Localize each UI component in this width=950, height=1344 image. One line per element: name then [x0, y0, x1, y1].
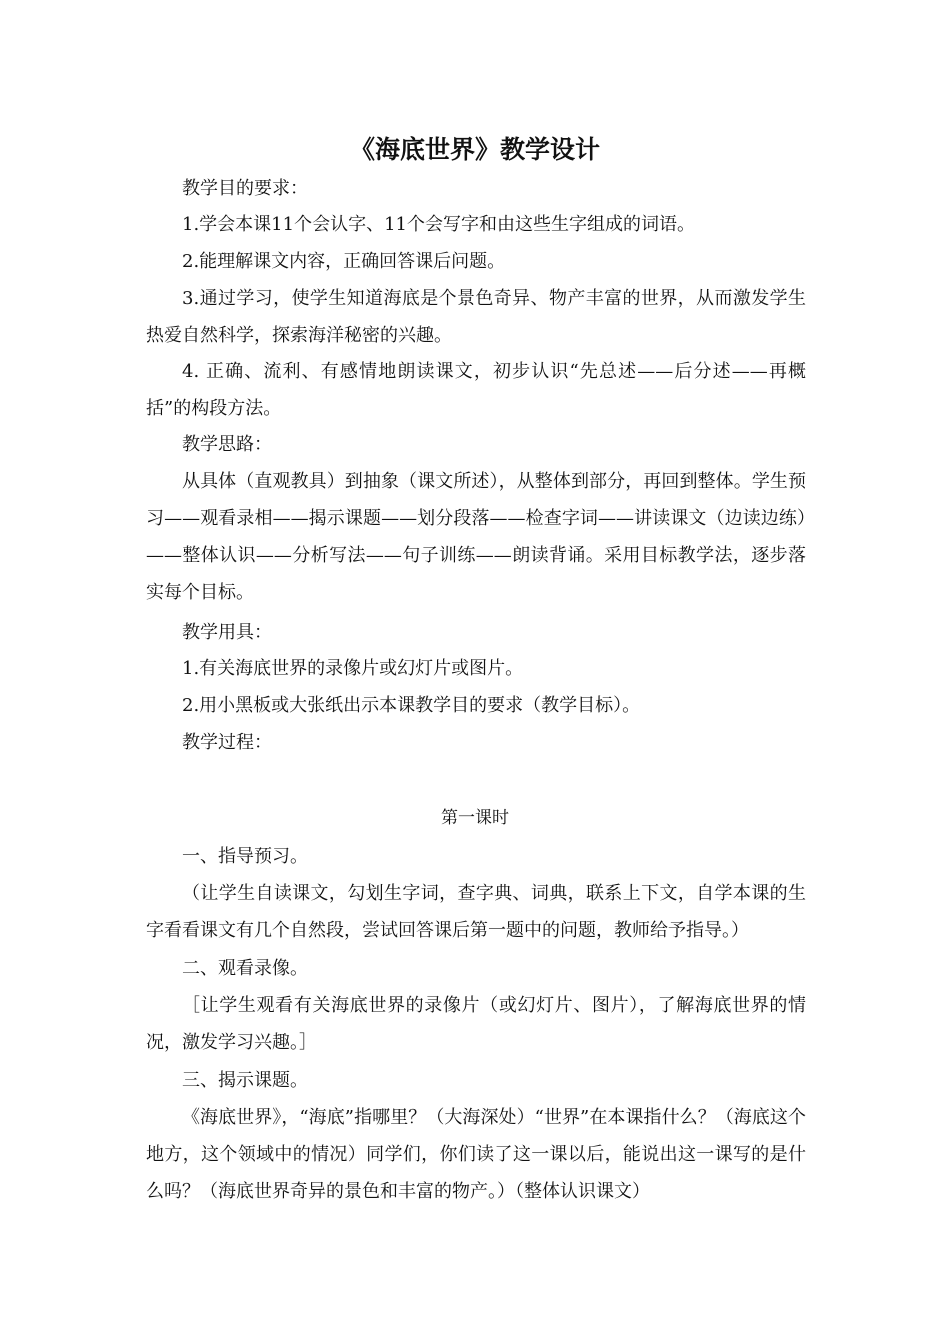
objective-2: 2.能理解课文内容，正确回答课后问题。: [182, 251, 506, 272]
heading-tools: 教学用具：: [182, 622, 272, 643]
step-2-text: ［让学生观看有关海底世界的录像片（或幻灯片、图片），了解海底世界的情况，激发学习兴趣。］: [146, 995, 806, 1053]
step-3-heading: 三、揭示课题。: [182, 1070, 308, 1091]
step-3-text: 《海底世界》，“海底”指哪里？（大海深处）“世界”在本课指什么？（海底这个地方，这个领域中的情况）同学们，你们读了这一课以后，能说出这一课写的是什么吗？（海底世界奇异的景色和丰富的物产。）（整体认识课文）: [146, 1107, 806, 1202]
section-heading: 第一课时: [441, 808, 509, 828]
heading-approach: 教学思路：: [182, 434, 272, 455]
step-2-heading: 二、观看录像。: [182, 958, 308, 979]
approach-text: 从具体（直观教具）到抽象（课文所述），从整体到部分，再回到整体。学生预习——观看录相——揭示课题——划分段落——检查字词——讲读课文（边读边练）——整体认识——分析写法——句子训练——朗读背诵。采用目标教学法，逐步落实每个目标。: [146, 471, 806, 603]
tool-1: 1.有关海底世界的录像片或幻灯片或图片。: [182, 658, 524, 679]
objective-4: 4. 正确、流利、有感情地朗读课文，初步认识“先总述——后分述——再概括”的构段方法。: [146, 361, 806, 419]
tool-2: 2.用小黑板或大张纸出示本课教学目的要求（教学目标）。: [182, 695, 641, 716]
objective-3: 3.通过学习，使学生知道海底是个景色奇异、物产丰富的世界，从而激发学生热爱自然科学，探索海洋秘密的兴趣。: [146, 288, 806, 346]
step-1-text: （让学生自读课文，勾划生字词，查字典、词典，联系上下文，自学本课的生字看看课文有几个自然段，尝试回答课后第一题中的问题，教师给予指导。）: [146, 883, 806, 941]
document-title: 《海底世界》教学设计: [349, 135, 600, 164]
heading-objectives: 教学目的要求：: [182, 178, 308, 199]
objective-1: 1.学会本课11个会认字、11个会写字和由这些生字组成的词语。: [182, 214, 695, 235]
step-1-heading: 一、指导预习。: [182, 846, 308, 867]
heading-process: 教学过程：: [182, 732, 272, 753]
